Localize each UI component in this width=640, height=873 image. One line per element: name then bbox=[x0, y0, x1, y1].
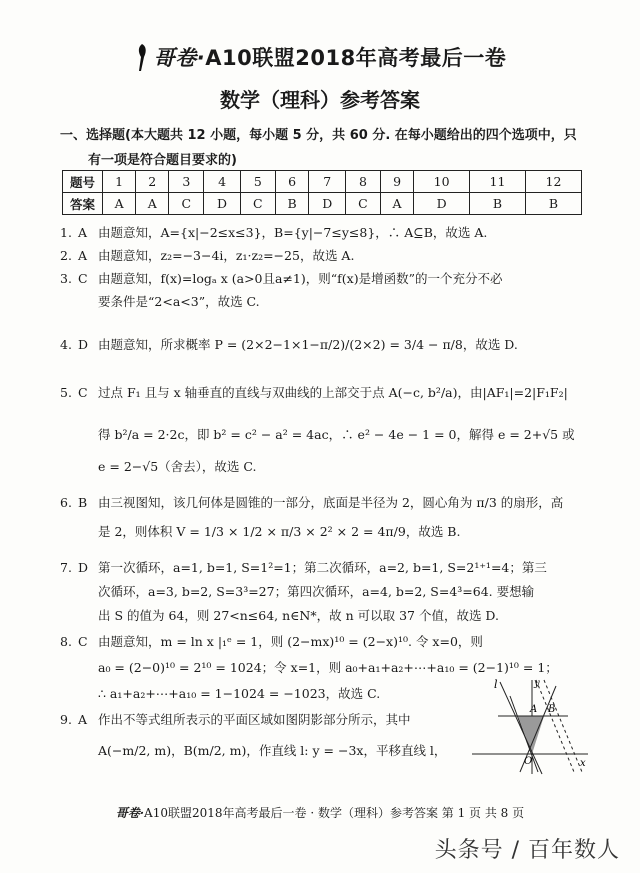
label-a: A bbox=[530, 704, 538, 715]
item-text: 要条件是“2<a<3”，故选 C. bbox=[98, 294, 260, 309]
table-cell: 4 bbox=[204, 171, 240, 193]
question-number-row bbox=[63, 171, 582, 193]
table-cell: 1 bbox=[103, 171, 136, 193]
page-title bbox=[0, 42, 640, 73]
item-choice: C bbox=[78, 385, 88, 400]
section-heading bbox=[60, 123, 600, 173]
table-cell: 9 bbox=[380, 171, 413, 193]
table-cell: 2 bbox=[136, 171, 169, 193]
table-cell: A bbox=[136, 193, 169, 215]
solution-line bbox=[98, 521, 460, 543]
item-text: 出 S 的值为 64，则 27<n≤64, n∈N*，故 n 可以取 37 个值，故选 D. bbox=[98, 608, 499, 623]
item-number: 6. bbox=[60, 495, 72, 510]
item-text: 得 b²/a = 2·2c，即 b² = c² − a² = 4ac，∴ e² − 4e − 1 = 0，解得 e = 2+√5 或 bbox=[98, 427, 575, 442]
item-choice: A bbox=[78, 248, 88, 263]
item-text: a₀ = (2−0)¹⁰ = 2¹⁰ = 1024；令 x=1，则 a₀+a₁+a₂+⋯+a₁₀ = (2−1)¹⁰ = 1； bbox=[98, 660, 558, 675]
item-text: 由题意知，m = ln x |₁ᵉ = 1，则 (2−mx)¹⁰ = (2−x)¹⁰. 令 x=0，则 bbox=[98, 634, 483, 649]
item-text: 是 2，则体积 V = 1/3 × 1/2 × π/3 × 2² × 2 = 4π/9，故选 B. bbox=[98, 524, 461, 539]
footer-logo: 哥卷· bbox=[115, 806, 145, 820]
brush-logo-icon bbox=[134, 43, 150, 73]
answer-row bbox=[63, 193, 582, 215]
label-b: B bbox=[548, 704, 556, 715]
table-cell: C bbox=[169, 193, 204, 215]
item-number: 3. bbox=[60, 271, 72, 286]
table-cell: 12 bbox=[525, 171, 581, 193]
item-choice: A bbox=[78, 225, 88, 240]
item-choice: A bbox=[78, 712, 88, 727]
solution-line bbox=[60, 268, 502, 290]
solution-line bbox=[60, 382, 568, 404]
table-cell: B bbox=[470, 193, 526, 215]
exam-title: A10联盟2018年高考最后一卷 bbox=[205, 46, 507, 70]
table-cell: A bbox=[103, 193, 136, 215]
item-text: A(−m/2, m)，B(m/2, m)，作直线 l: y = −3x，平移直线 l， bbox=[98, 743, 447, 758]
solution-line bbox=[60, 222, 487, 244]
table-cell: 8 bbox=[345, 171, 380, 193]
item-choice: C bbox=[78, 634, 88, 649]
solution-line bbox=[98, 456, 256, 478]
item-text: ∴ a₁+a₂+⋯+a₁₀ = 1−1024 = −1023，故选 C. bbox=[98, 686, 381, 701]
table-cell: 3 bbox=[169, 171, 204, 193]
dashed-line bbox=[544, 680, 582, 772]
section-line-1: 一、选择题(本大题共 12 小题，每小题 5 分，共 60 分. 在每小题给出的四个选项中，只 bbox=[60, 128, 577, 143]
table-cell: 10 bbox=[414, 171, 470, 193]
item-text: 由题意知，f(x)=logₐ x (a>0且a≠1)，则“f(x)是增函数”的一个充分不必 bbox=[98, 271, 503, 286]
logo-text: 哥卷· bbox=[153, 46, 206, 70]
item-text: 第一次循环，a=1, b=1, S=1²=1；第二次循环，a=2, b=1, S=2¹⁺¹=4；第三 bbox=[98, 560, 547, 575]
label-o: O bbox=[524, 756, 533, 767]
item-number: 2. bbox=[60, 248, 72, 263]
item-text: 由题意知，所求概率 P = (2×2−1×1−π/2)/(2×2) = 3/4 − π/8，故选 D. bbox=[98, 337, 518, 352]
item-choice: B bbox=[78, 495, 88, 510]
solution-line bbox=[98, 683, 380, 705]
item-text: 由题意知，A={x|−2≤x≤3}，B={y|−7≤y≤8}，∴ A⊆B，故选 A. bbox=[98, 225, 488, 240]
item-number: 9. bbox=[60, 712, 72, 727]
page-subtitle: 数学（理科）参考答案 bbox=[220, 88, 420, 112]
solution-line bbox=[60, 334, 518, 356]
section-line-2: 有一项是符合题目要求的) bbox=[88, 153, 237, 168]
item-text: e = 2−√5（舍去），故选 C. bbox=[98, 459, 257, 474]
row-label-answer: 答案 bbox=[63, 193, 103, 215]
item-choice: D bbox=[78, 560, 89, 575]
solution-line bbox=[60, 557, 547, 579]
solution-line bbox=[60, 709, 411, 731]
solution-line bbox=[60, 631, 483, 653]
table-cell: B bbox=[275, 193, 309, 215]
solution-line bbox=[60, 492, 563, 514]
item-text: 次循环，a=3, b=2, S=3³=27；第四次循环，a=4, b=2, S=4³=64. 要想输 bbox=[98, 584, 535, 599]
table-cell: B bbox=[525, 193, 581, 215]
item-choice: D bbox=[78, 337, 89, 352]
solution-line bbox=[60, 245, 354, 267]
item-text: 由三视图知，该几何体是圆锥的一部分，底面是半径为 2，圆心角为 π/3 的扇形，高 bbox=[98, 495, 564, 510]
item-text: 过点 F₁ 且与 x 轴垂直的直线与双曲线的上部交于点 A(−c, b²/a)，由|AF₁|=2|F₁F₂| bbox=[98, 385, 568, 400]
solution-line bbox=[98, 605, 499, 627]
dashed-line bbox=[536, 680, 574, 772]
table-cell: D bbox=[309, 193, 345, 215]
table-cell: C bbox=[345, 193, 380, 215]
answer-table bbox=[62, 170, 582, 215]
table-cell: C bbox=[240, 193, 275, 215]
item-text: 由题意知，z₂=−3−4i，z₁·z₂=−25，故选 A. bbox=[98, 248, 355, 263]
feasible-region-figure bbox=[470, 676, 590, 776]
page-footer bbox=[0, 804, 640, 821]
row-label-number: 题号 bbox=[63, 171, 103, 193]
watermark: 头条号 / 百年数人 bbox=[434, 838, 620, 863]
solution-line bbox=[98, 424, 575, 446]
item-number: 4. bbox=[60, 337, 72, 352]
item-number: 1. bbox=[60, 225, 72, 240]
table-cell: A bbox=[380, 193, 413, 215]
table-cell: 6 bbox=[275, 171, 309, 193]
item-text: 作出不等式组所表示的平面区域如图阴影部分所示，其中 bbox=[98, 712, 411, 727]
table-cell: D bbox=[204, 193, 240, 215]
table-cell: D bbox=[414, 193, 470, 215]
item-number: 7. bbox=[60, 560, 72, 575]
solution-line bbox=[98, 581, 534, 603]
label-l: l bbox=[494, 678, 498, 691]
label-x: x bbox=[580, 758, 586, 769]
solution-line bbox=[98, 740, 446, 762]
shaded-region bbox=[518, 716, 544, 754]
solution-line bbox=[98, 291, 260, 313]
item-choice: C bbox=[78, 271, 88, 286]
table-cell: 5 bbox=[240, 171, 275, 193]
table-cell: 11 bbox=[470, 171, 526, 193]
label-y: y bbox=[534, 678, 540, 689]
table-cell: 7 bbox=[309, 171, 345, 193]
item-number: 5. bbox=[60, 385, 72, 400]
item-number: 8. bbox=[60, 634, 72, 649]
footer-text: A10联盟2018年高考最后一卷 · 数学（理科）参考答案 第 1 页 共 8 页 bbox=[144, 806, 525, 820]
